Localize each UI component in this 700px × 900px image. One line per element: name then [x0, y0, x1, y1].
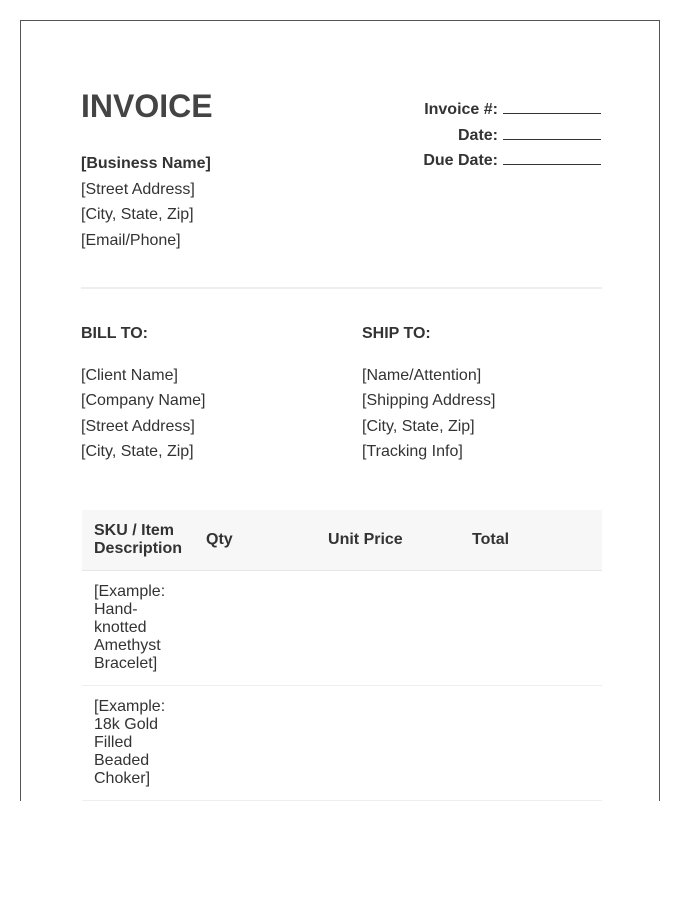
- items-table: [82, 510, 602, 801]
- ship-to-line: [City, State, Zip]: [362, 417, 475, 435]
- bill-to-line: [Company Name]: [81, 392, 206, 409]
- column-header-qty: Qty: [194, 510, 316, 571]
- business-name: [Business Name]: [81, 155, 211, 172]
- ship-to-line: [Shipping Address]: [362, 392, 496, 409]
- invoice-title: INVOICE: [81, 88, 213, 124]
- table-row: [82, 571, 602, 686]
- business-info: [81, 151, 211, 253]
- bill-to-block: [81, 321, 206, 465]
- ship-to-line: [Name/Attention]: [362, 366, 482, 384]
- due-date-label: Due Date:: [423, 152, 498, 169]
- column-header-unit-price: Unit Price: [316, 510, 460, 571]
- date-blank: [503, 125, 601, 140]
- table-row: [82, 686, 602, 801]
- bill-to-line: [City, State, Zip]: [81, 443, 194, 460]
- invoice-page: [20, 20, 660, 801]
- invoice-number-label: Invoice #:: [424, 101, 498, 118]
- date-row: [423, 125, 601, 151]
- invoice-number-blank: [503, 99, 601, 114]
- item-total: [460, 686, 602, 801]
- item-total: [460, 571, 602, 686]
- business-street: [Street Address]: [81, 180, 195, 198]
- invoice-meta: [423, 99, 601, 176]
- item-qty: [194, 686, 316, 801]
- ship-to-heading: SHIP TO:: [362, 325, 431, 342]
- bill-to-heading: BILL TO:: [81, 325, 148, 342]
- table-header-row: [82, 510, 602, 571]
- date-label: Date:: [457, 126, 498, 144]
- business-contact: [Email/Phone]: [81, 231, 181, 249]
- business-city: [City, State, Zip]: [81, 206, 194, 223]
- column-header-total: Total: [460, 510, 602, 571]
- item-unit-price: [316, 571, 460, 686]
- item-description: [Example: Hand-knotted Amethyst Bracelet]: [82, 571, 194, 686]
- invoice-number-row: [423, 99, 601, 125]
- bill-to-line: [Client Name]: [81, 366, 178, 384]
- section-divider: [81, 287, 602, 289]
- item-unit-price: [316, 686, 460, 801]
- due-date-row: [423, 150, 601, 176]
- item-qty: [194, 571, 316, 686]
- item-description: [Example: 18k Gold Filled Beaded Choker]: [82, 686, 194, 801]
- due-date-blank: [503, 150, 601, 165]
- column-header-description: SKU / Item Description: [82, 510, 194, 571]
- ship-to-block: [362, 321, 495, 465]
- ship-to-line: [Tracking Info]: [362, 443, 463, 460]
- bill-to-line: [Street Address]: [81, 417, 195, 435]
